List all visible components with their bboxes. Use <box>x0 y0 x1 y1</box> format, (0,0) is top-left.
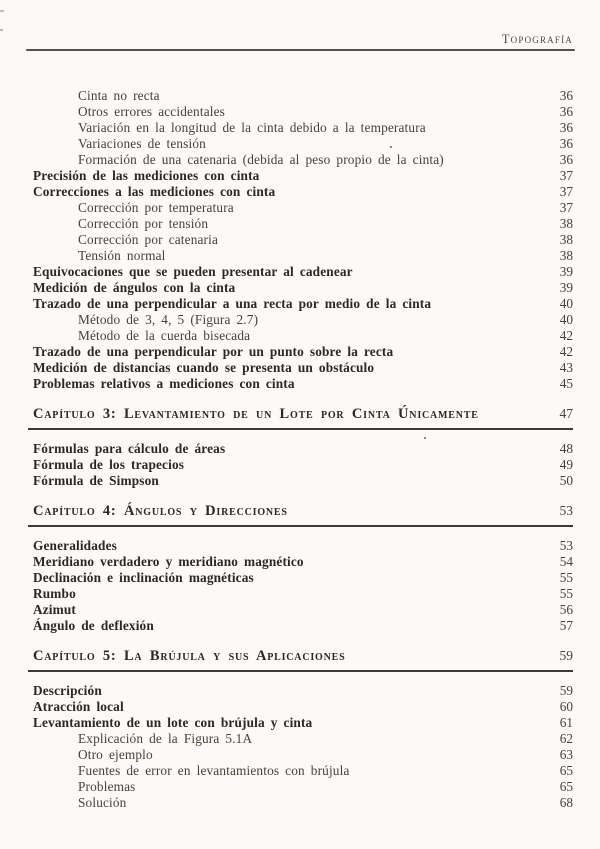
toc-entry-title: Otro ejemplo <box>78 747 153 762</box>
chapter-heading-page: 59 <box>559 648 573 663</box>
toc-section <box>28 405 573 489</box>
scan-speck <box>390 146 392 148</box>
toc-entry-title: Medición de distancias cuando se presenta un obstáculo <box>33 360 375 375</box>
toc-entry-title: Equivocaciones que se pueden presentar al cadenear <box>33 264 353 279</box>
toc-entry-page: 55 <box>559 586 573 601</box>
toc-entry-page: 68 <box>559 795 573 810</box>
toc-entry-page: 40 <box>559 296 573 311</box>
toc-entry-title: Explicación de la Figura 5.1A <box>78 731 253 746</box>
toc-row <box>28 683 573 699</box>
chapter-heading-page: 47 <box>559 406 573 421</box>
toc-row <box>28 731 573 747</box>
toc-entry-page: 42 <box>559 344 573 359</box>
toc-entry-title: Fórmulas para cálculo de áreas <box>33 441 226 456</box>
toc-entry-page: 38 <box>559 232 573 247</box>
toc-row <box>28 248 573 264</box>
chapter-heading-title: Capítulo 5: La Brújula y sus Aplicaciones <box>33 648 346 664</box>
toc-row <box>28 618 573 634</box>
toc-row <box>28 715 573 731</box>
toc-entry-page: 39 <box>559 280 573 295</box>
toc-entry-page: 45 <box>559 376 573 391</box>
toc-entry-page: 63 <box>559 747 573 762</box>
toc-row <box>28 216 573 232</box>
toc-entry-title: Corrección por catenaria <box>78 232 219 247</box>
toc-entry-page: 48 <box>559 441 573 456</box>
scan-edge-mark <box>0 29 3 31</box>
toc-entry-page: 43 <box>559 360 573 375</box>
chapter-heading <box>28 647 573 672</box>
toc-entry-title: Descripción <box>33 683 102 698</box>
toc-entry-page: 36 <box>559 88 573 103</box>
toc-entry-title: Trazado de una perpendicular por un punto sobre la recta <box>33 344 394 359</box>
toc-row <box>28 280 573 296</box>
header-rule <box>26 49 575 51</box>
toc-entry-page: 49 <box>559 457 573 472</box>
toc-entry-page: 37 <box>559 184 573 199</box>
toc-entry-page: 59 <box>559 683 573 698</box>
toc-entry-page: 54 <box>559 554 573 569</box>
toc-entry-page: 38 <box>559 216 573 231</box>
toc-row <box>28 200 573 216</box>
toc-row <box>28 779 573 795</box>
running-header-title: Topografía <box>501 32 573 46</box>
toc-entry-title: Levantamiento de un lote con brújula y cinta <box>33 715 313 730</box>
toc-row <box>28 312 573 328</box>
toc-entry-title: Ángulo de deflexión <box>33 618 154 633</box>
scan-speck <box>424 437 426 439</box>
toc-entry-title: Método de la cuerda bisecada <box>78 328 251 343</box>
toc-row <box>28 441 573 457</box>
toc-entry-title: Trazado de una perpendicular a una recta por medio de la cinta <box>33 296 432 311</box>
toc-entry-title: Medición de ángulos con la cinta <box>33 280 236 295</box>
toc-entry-title: Fuentes de error en levantamientos con brújula <box>78 763 350 778</box>
toc-row <box>28 136 573 152</box>
toc-entry-page: 40 <box>559 312 573 327</box>
toc-entry-title: Declinación e inclinación magnéticas <box>33 570 254 585</box>
toc-section <box>28 88 573 392</box>
toc-entry-title: Problemas relativos a mediciones con cinta <box>33 376 295 391</box>
toc-entry-page: 57 <box>559 618 573 633</box>
toc-row <box>28 360 573 376</box>
toc-row <box>28 104 573 120</box>
toc-entry-title: Cinta no recta <box>78 88 160 103</box>
toc-entry-page: 53 <box>559 538 573 553</box>
toc-entry-page: 65 <box>559 779 573 794</box>
toc-entry-title: Problemas <box>78 779 136 794</box>
toc-entry-page: 60 <box>559 699 573 714</box>
toc-row <box>28 376 573 392</box>
toc-row <box>28 120 573 136</box>
toc-row <box>28 554 573 570</box>
toc-entry-title: Tensión normal <box>78 248 166 263</box>
toc-row <box>28 570 573 586</box>
toc-entry-page: 65 <box>559 763 573 778</box>
toc-entry-title: Fórmula de Simpson <box>33 473 159 488</box>
toc-entry-page: 55 <box>559 570 573 585</box>
toc-row <box>28 344 573 360</box>
toc-row <box>28 538 573 554</box>
toc-row <box>28 602 573 618</box>
toc-row <box>28 763 573 779</box>
toc-entry-page: 50 <box>559 473 573 488</box>
chapter-heading-title: Capítulo 3: Levantamiento de un Lote por Cinta Únicamente <box>33 406 479 422</box>
toc-row <box>28 473 573 489</box>
toc-section <box>28 647 573 811</box>
toc-row <box>28 747 573 763</box>
chapter-heading-title: Capítulo 4: Ángulos y Direcciones <box>33 503 288 519</box>
toc-row <box>28 184 573 200</box>
toc-entry-title: Atracción local <box>33 699 124 714</box>
toc-entry-page: 39 <box>559 264 573 279</box>
toc-entry-page: 36 <box>559 120 573 135</box>
toc-entry-page: 38 <box>559 248 573 263</box>
toc-entry-title: Corrección por tensión <box>78 216 209 231</box>
toc-entry-title: Variación en la longitud de la cinta debido a la temperatura <box>78 120 426 135</box>
toc-row <box>28 699 573 715</box>
chapter-heading-page: 53 <box>559 503 573 518</box>
toc-entry-page: 37 <box>559 200 573 215</box>
chapter-heading <box>28 405 573 430</box>
toc-entry-title: Fórmula de los trapecios <box>33 457 185 472</box>
toc-row <box>28 264 573 280</box>
toc-row <box>28 88 573 104</box>
toc-entry-page: 36 <box>559 104 573 119</box>
toc-entry-title: Meridiano verdadero y meridiano magnético <box>33 554 304 569</box>
toc-entry-title: Solución <box>78 795 127 810</box>
toc-entry-page: 62 <box>559 731 573 746</box>
toc-row <box>28 586 573 602</box>
toc-entry-title: Variaciones de tensión <box>78 136 206 151</box>
toc-row <box>28 232 573 248</box>
toc-entry-page: 56 <box>559 602 573 617</box>
chapter-heading <box>28 502 573 527</box>
toc-entry-page: 61 <box>559 715 573 730</box>
toc-entry-title: Precisión de las mediciones con cinta <box>33 168 260 183</box>
toc-entry-title: Corrección por temperatura <box>78 200 234 215</box>
toc-entry-page: 37 <box>559 168 573 183</box>
toc-row <box>28 328 573 344</box>
toc-entry-title: Formación de una catenaria (debida al peso propio de la cinta) <box>78 152 444 167</box>
toc-entry-title: Correcciones a las mediciones con cinta <box>33 184 276 199</box>
toc-row <box>28 457 573 473</box>
toc-row <box>28 168 573 184</box>
toc-entry-title: Rumbo <box>33 586 76 601</box>
toc-row <box>28 795 573 811</box>
toc-entry-title: Otros errores accidentales <box>78 104 225 119</box>
toc-entry-title: Azimut <box>33 602 76 617</box>
scan-edge-mark <box>0 10 4 12</box>
toc-row <box>28 296 573 312</box>
toc-entry-page: 42 <box>559 328 573 343</box>
toc-entry-title: Método de 3, 4, 5 (Figura 2.7) <box>78 312 259 327</box>
toc-entry-page: 36 <box>559 136 573 151</box>
toc-section <box>28 502 573 634</box>
toc-entry-page: 36 <box>559 152 573 167</box>
table-of-contents <box>28 88 573 811</box>
toc-row <box>28 152 573 168</box>
toc-entry-title: Generalidades <box>33 538 117 553</box>
